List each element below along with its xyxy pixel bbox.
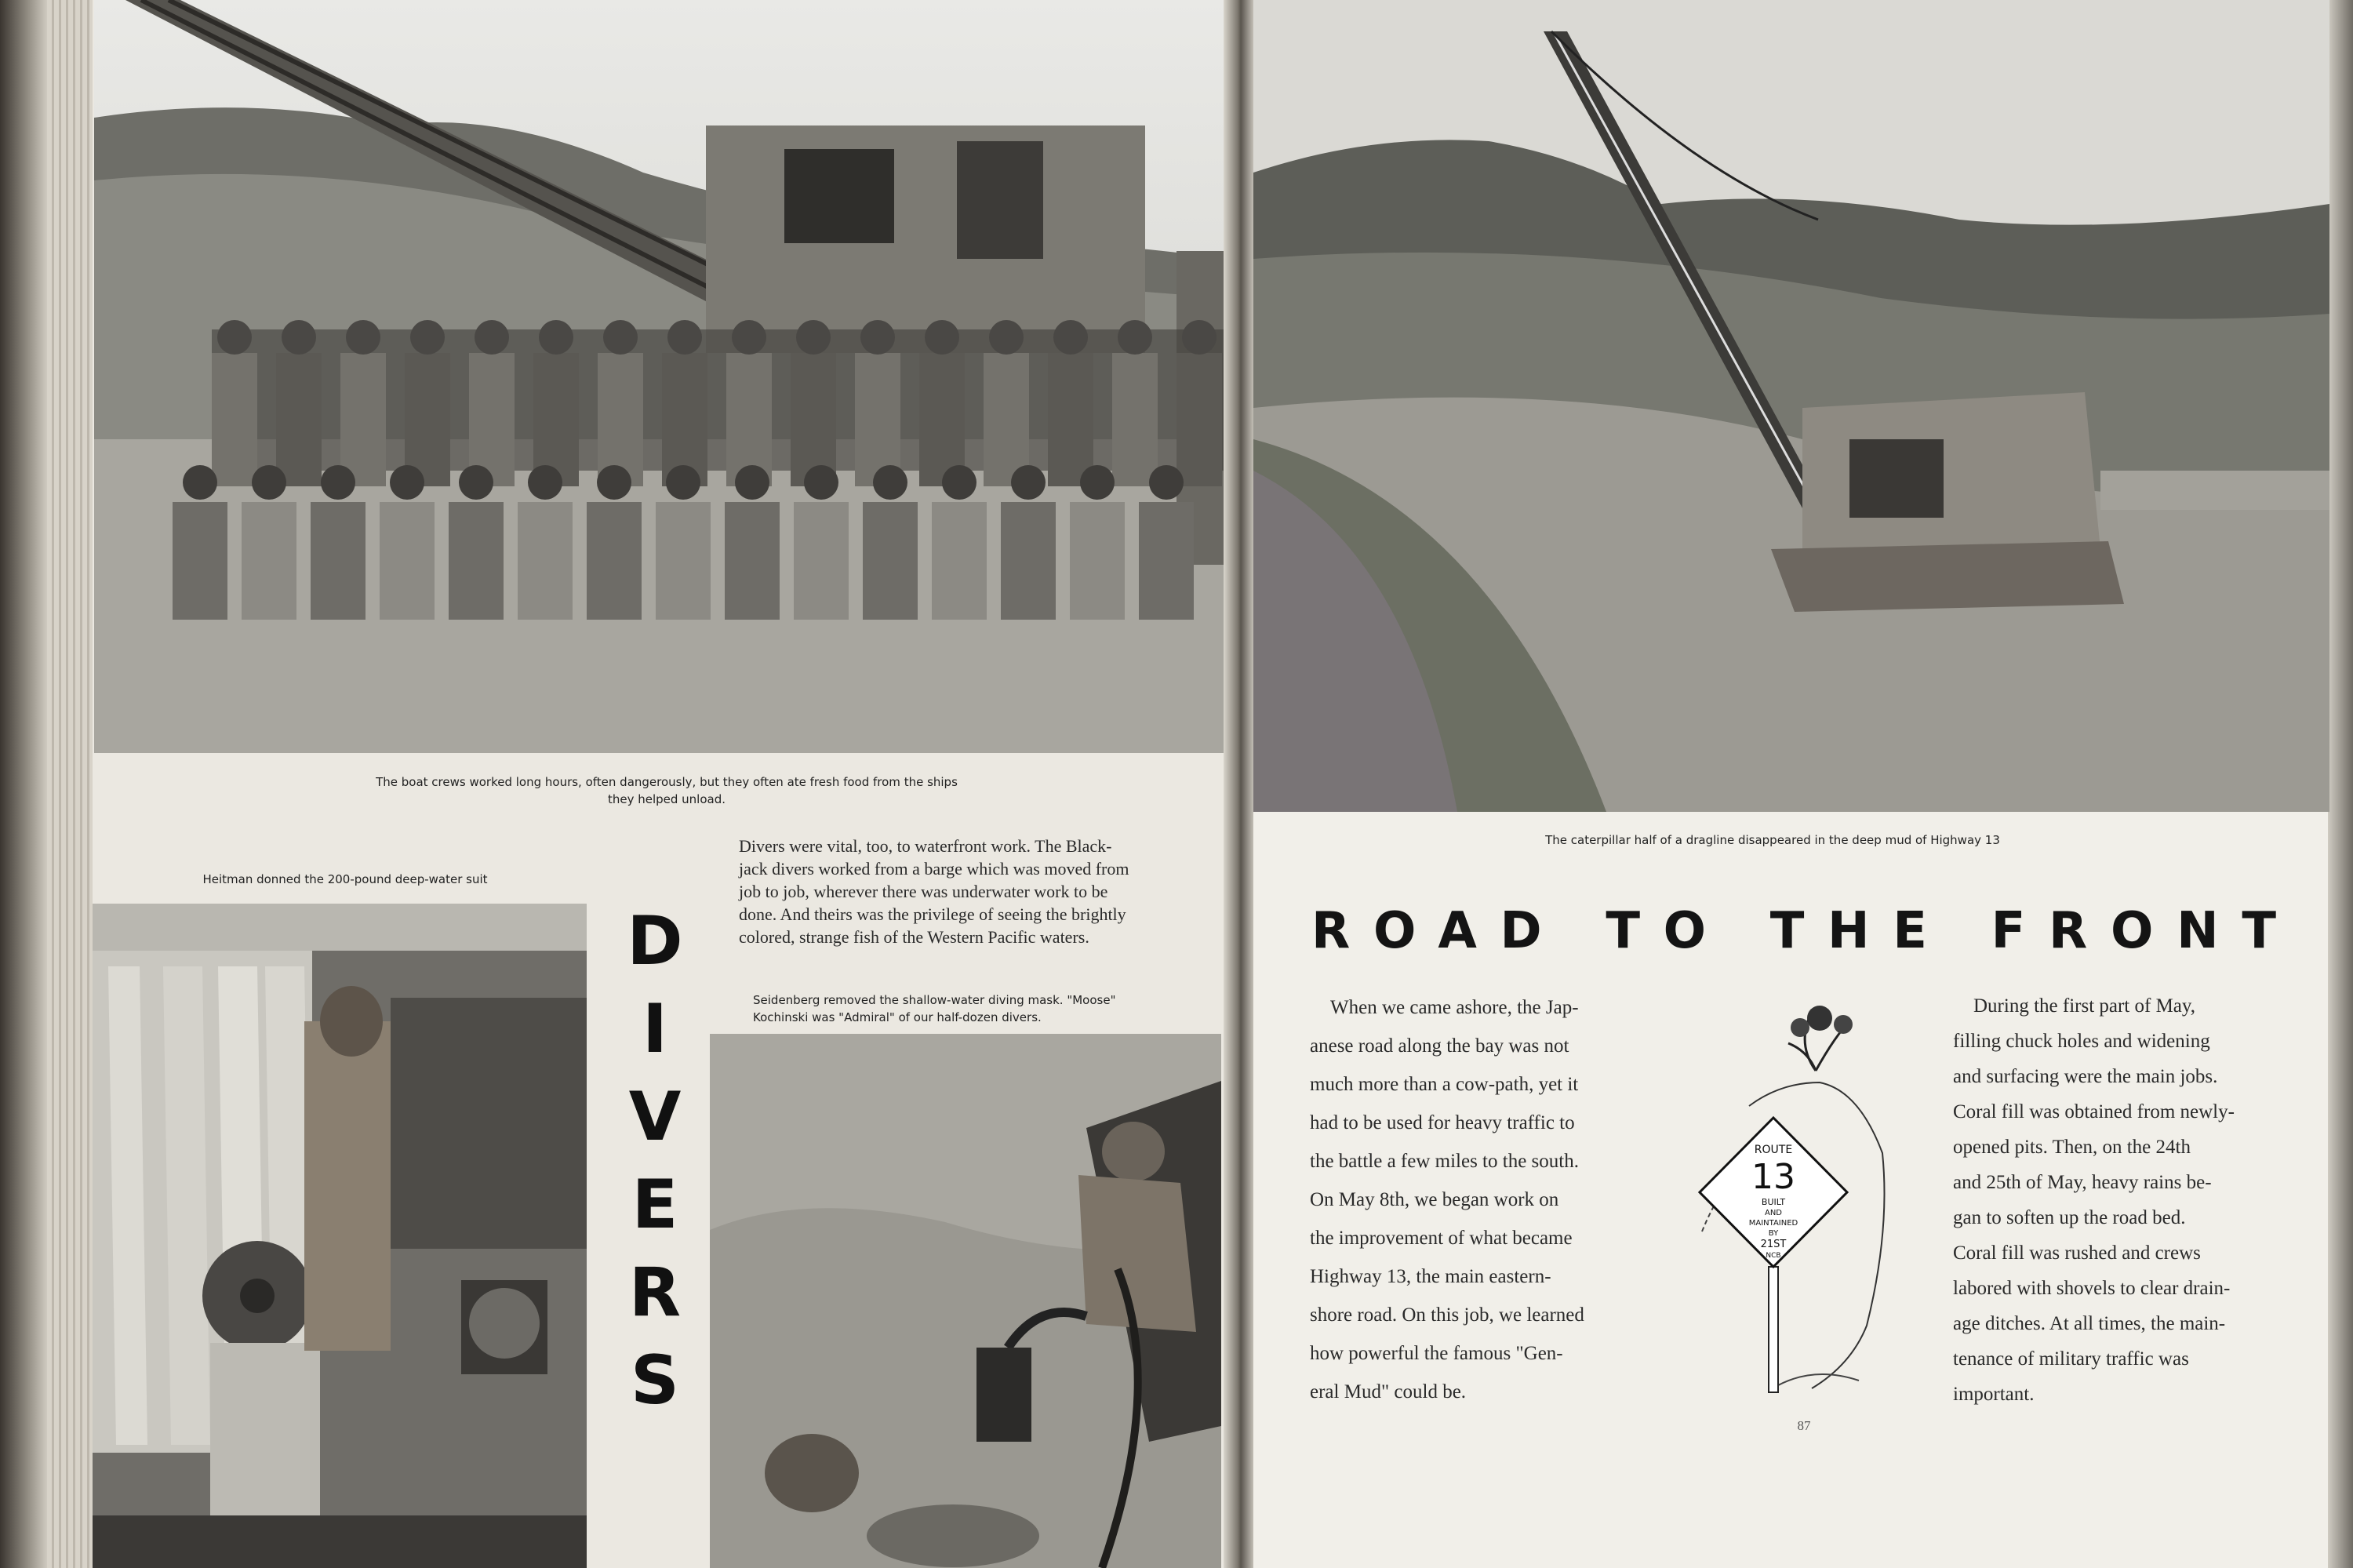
divers-letter-e: E [631,1166,678,1244]
sign-line3-text: MAINTAINED [1748,1219,1798,1228]
book-right-edge [2328,0,2353,1568]
dragline-mud-photo [1253,0,2329,812]
divers-intro-paragraph: Divers were vital, too, to waterfront work. The Black- jack divers worked from a barge which was moved from job to job, wherever there was underwater work to be done. And theirs was the privilege of seeing the brightly colored, strange fish of the Western Pacific waters. [739,836,1129,947]
sign-number-text: 13 [1751,1157,1795,1197]
divers-letter-d: D [627,902,683,980]
page-number: 87 [1797,1418,1811,1433]
divers-letter-v: V [628,1078,682,1156]
divers-letter-i: I [642,990,667,1068]
book-gutter [1224,0,1255,1568]
sign-route-text: ROUTE [1754,1144,1793,1156]
seidenberg-caption: Seidenberg removed the shallow-water diving mask. "Moose" Kochinski was "Admiral" of our half-dozen divers. [753,993,1116,1024]
book-page-stack-left [47,0,94,1568]
heitman-diving-suit-photo [93,904,587,1568]
boat-crew-caption: The boat crews worked long hours, often dangerously, but they often ate fresh food from the ships they helped unload. [376,775,958,806]
divers-letter-s: S [631,1341,679,1420]
divers-heading [620,902,690,1435]
svg-text:ROAD TO THE FRONT: ROAD TO THE FRONT [1311,902,2276,959]
boat-crew-photo [94,0,1227,753]
sign-line5-text: 21ST [1760,1239,1787,1250]
divers-letter-r: R [628,1253,682,1332]
book-left-edge [0,0,47,1568]
sign-line4-text: BY [1768,1229,1779,1238]
heitman-caption: Heitman donned the 200-pound deep-water suit [202,872,488,886]
road-column-2: During the first part of May, filling chuck holes and widening and surfacing were the main jobs. Coral fill was obtained from newly- opened pits. Then, on the 24th and 25th of May, heavy rains be- gan to soften up the road bed. Coral fill was rushed and crews labored with shovels to clear drain- age ditches. At all times, the main- tenance of military traffic was important. [1953,995,2235,1405]
dragline-caption: The caterpillar half of a dragline disappeared in the deep mud of Highway 13 [1545,833,2000,847]
road-column-1: When we came ashore, the Jap- anese road along the bay was not much more than a cow-path, yet it had to be used for heavy traffic to the battle a few miles to the south. On May 8th, we began work on the improvement of what became Highway 13, the main eastern- shore road. On this job, we learned how powerful the famous "Gen- eral Mud" could be. [1310,997,1584,1402]
route-13-sign-illustration [1655,996,1914,1404]
diver-water-photo [710,1034,1221,1568]
road-to-the-front-heading [1311,896,2276,959]
sign-line2-text: AND [1764,1209,1783,1217]
sign-line1-text: BUILT [1761,1197,1786,1207]
sign-line6-text: NCB [1766,1252,1781,1260]
